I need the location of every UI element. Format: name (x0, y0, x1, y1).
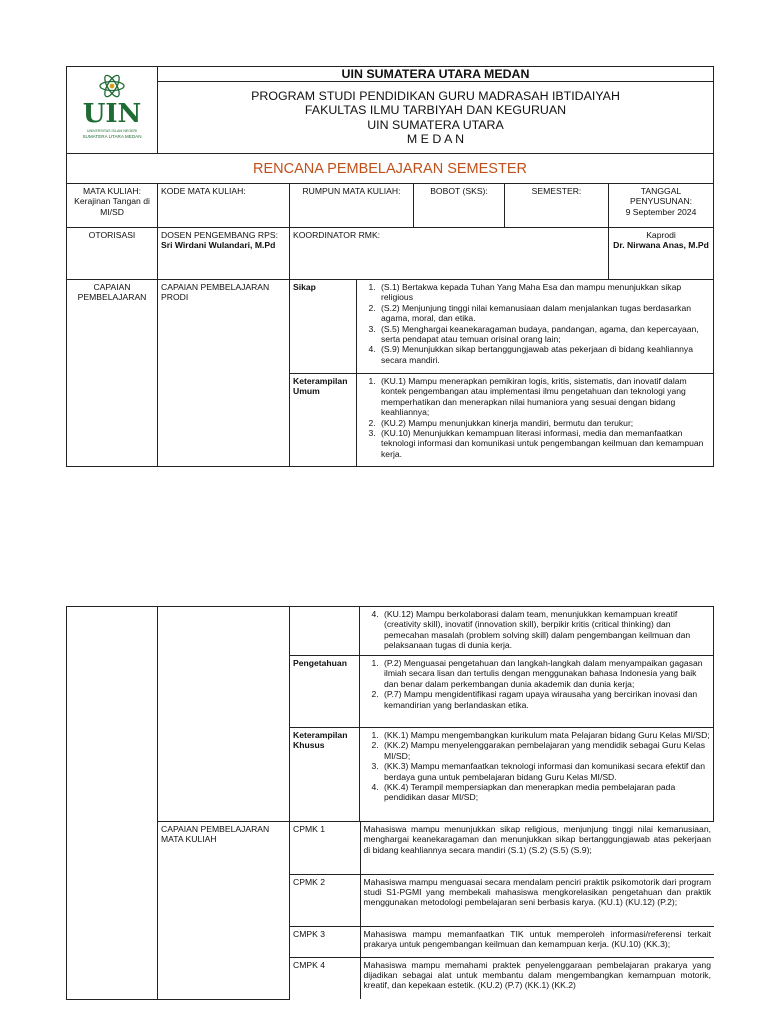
logo-caption: SUMATERA UTARA MEDAN (82, 133, 142, 139)
mata-kuliah-value: Kerajinan Tangan di MI/SD (74, 196, 150, 217)
kk-list (363, 730, 710, 803)
rps-header-table (66, 66, 714, 467)
list-item: 1. (S.1) Bertakwa kepada Tuhan Yang Maha Esa dan mampu menunjukkan sikap religious (378, 282, 710, 303)
rps-continuation-table (66, 606, 714, 1000)
rumpun-mk-label: RUMPUN MATA KULIAH: (290, 184, 414, 228)
list-item: 1. (KK.1) Mampu mengembangkan kurikulum mata Pelajaran bidang Guru Kelas MI/SD; (381, 730, 710, 740)
ku-label-cont (290, 607, 360, 656)
list-item: 2. (P.7) Mampu mengidentifikasi ragam upaya wirausaha yang bercirikan inovasi dan kemandirian yang berlandaskan etika. (381, 689, 710, 710)
cpmk-code: CMPK 4 (290, 957, 360, 999)
kode-mk-label: KODE MATA KULIAH: (158, 184, 290, 228)
list-item: 2. (KU.2) Mampu menunjukkan kinerja mandiri, bermutu dan terukur; (378, 418, 710, 428)
semester-label: SEMESTER: (505, 184, 609, 228)
dosen-label: DOSEN PENGEMBANG RPS: (161, 230, 278, 240)
cpmk-code: CMPK 3 (290, 926, 360, 957)
otorisasi-label: OTORISASI (67, 228, 158, 280)
pengetahuan-label: Pengetahuan (290, 656, 360, 728)
pengetahuan-list-cell (360, 656, 714, 728)
faculty-name: FAKULTAS ILMU TARBIYAH DAN KEGURUAN (304, 103, 567, 117)
list-item: 3. (KU.10) Menunjukkan kemampuan literasi informasi, media dan memanfaatkan teknologi informasi dan komunikasi untuk pengembangan keilmuan dan kemampuan kerja. (378, 428, 710, 459)
cp-label-cont (67, 607, 158, 1000)
list-item: 4. (S.9) Menunjukkan sikap bertanggungjawab atas pekerjaan di bidang keahliannya secara mandiri. (378, 344, 710, 365)
tanggal-cell (609, 184, 714, 228)
cpmk-container (290, 822, 714, 1000)
page-1 (0, 66, 768, 467)
ku-list-cell (357, 374, 714, 467)
program-heading (158, 82, 714, 154)
logo-text: UIN (82, 98, 142, 129)
cpmk-text: Mahasiswa mampu menguasai secara mendalam penciri praktik psikomotorik dari program studi S1-PGMI yang membekali mahasiswa mengkorelasikan pengetahuan dan praktik menggunakan metodologi pembelajaran seni berbasis karya. (KU.1) (KU.12) (P.2); (360, 874, 714, 926)
sikap-list-cell (357, 280, 714, 374)
kaprodi-label: Kaprodi (646, 230, 676, 240)
kk-list-cell (360, 728, 714, 822)
program-name: PROGRAM STUDI PENDIDIKAN GURU MADRASAH IBTIDAIYAH (251, 88, 620, 103)
koordinator-label: KOORDINATOR RMK: (290, 228, 609, 280)
pengetahuan-list (363, 658, 710, 710)
university-name: UIN SUMATERA UTARA MEDAN (158, 67, 714, 82)
cp-label: CAPAIAN PEMBELAJARAN (67, 280, 158, 467)
list-item: 1. (KU.1) Mampu menerapkan pemikiran logis, kritis, sistematis, dan inovatif dalam kontek pengembangan atau implementasi ilmu pengetahuan dan teknologi yang memperhatikan dan menerapkan nilai humaniora yang sesuai dengan bidang keahliannya; (378, 376, 710, 418)
tanggal-label: TANGGAL PENYUSUNAN: (629, 186, 693, 207)
cp-prodi-cont (158, 607, 290, 822)
dosen-cell (158, 228, 290, 280)
list-item: 1. (P.2) Menguasai pengetahuan dan langkah-langkah dalam menyampaikan gagasan ilmiah secara lisan dan tertulis dengan menggunakan bahasa Indonesia yang baik dan benar dalam perkembangan dunia akademik dan dunia kerja; (381, 658, 710, 689)
ku-cont-cell (360, 607, 714, 656)
list-item: 2. (KK.2) Mampu menyelenggarakan pembelajaran yang mendidik sebagai Guru Kelas MI/SD; (381, 740, 710, 761)
kaprodi-name: Dr. Nirwana Anas, M.Pd (613, 240, 709, 251)
cpmk-code: CPMK 1 (290, 822, 360, 874)
uin-logo (72, 73, 152, 145)
cpmk-text: Mahasiswa mampu memahami praktek penyelenggaraan pembelajaran prakarya yang dijadikan sebagai alat untuk membantu dalam mengembangkan kemampuan motorik, kreatif, dan kepekaan estetik. (KU.2) (P.7) (KK.1) (KK.2) (360, 957, 714, 999)
cpmk-code: CPMK 2 (290, 874, 360, 926)
list-item: 2. (S.2) Menjunjung tinggi nilai kemanusiaan dalam menjalankan tugas berdasarkan agama, moral, dan etika. (378, 303, 710, 324)
dosen-name: Sri Wirdani Wulandari, M.Pd (161, 240, 276, 251)
cpmk-label: CAPAIAN PEMBELAJARAN MATA KULIAH (158, 822, 290, 1000)
list-item: 3. (KK.3) Mampu memanfaatkan teknologi informasi dan komunikasi secara efektif dan berdaya guna untuk pembelajaran bidang Guru Kelas MI/SD. (381, 761, 710, 782)
ku-list (360, 376, 710, 459)
page-gap (0, 492, 768, 602)
bobot-label: BOBOT (SKS): (414, 184, 505, 228)
ku-label: Keterampilan Umum (290, 374, 357, 467)
ku-list-cont (363, 609, 710, 651)
list-item: 4. (KU.12) Mampu berkolaborasi dalam team, menunjukkan kemampuan kreatif (creativity skill), inovatif (innovation skill), berpikir kritis (critical thinking) dan pemecahan masalah (problem solving skill) dalam pengembangan keilmuan dan pelaksanaan tugas di dunia kerja. (381, 609, 710, 651)
cpmk-table (290, 822, 714, 999)
list-item: 4. (KK.4) Terampil mempersiapkan dan menerapkan media pembelajaran pada pendidikan dasar MI/SD; (381, 782, 710, 803)
logo-cell (67, 67, 158, 154)
tanggal-value: 9 September 2024 (625, 206, 697, 217)
city-name: M E D A N (406, 132, 465, 146)
sikap-list (360, 282, 710, 365)
logo-caption-top: UNIVERSITAS ISLAM NEGERI (86, 128, 138, 133)
cp-prodi-label: CAPAIAN PEMBELAJARAN PRODI (158, 280, 290, 467)
list-item: 3. (S.5) Menghargai keanekaragaman budaya, pandangan, agama, dan kepercayaan, serta pendapat atau temuan orisinal orang lain; (378, 324, 710, 345)
kk-label: Keterampilan Khusus (290, 728, 360, 822)
cpmk-text: Mahasiswa mampu memanfaatkan TIK untuk memperoleh informasi/referensi terkait prakarya untuk pengembangan keilmuan dan kemampuan kerja. (KU.10) (KK.3); (360, 926, 714, 957)
mata-kuliah-label: MATA KULIAH: (83, 186, 141, 196)
document-title: RENCANA PEMBELAJARAN SEMESTER (67, 154, 714, 184)
mata-kuliah-cell (67, 184, 158, 228)
page-2 (0, 606, 768, 1000)
sikap-label: Sikap (290, 280, 357, 374)
university-short: UIN SUMATERA UTARA (367, 117, 504, 132)
kaprodi-cell (609, 228, 714, 280)
cpmk-text: Mahasiswa mampu menunjukkan sikap religious, menjunjung tinggi nilai kemanusiaan, menghargai keanekaragaman dan menunjukkan sikap bertanggungjawab atas pekerjaan di bidang keahliannya secara mandiri (S.1) (S.2) (S.5) (S.9); (360, 822, 714, 874)
